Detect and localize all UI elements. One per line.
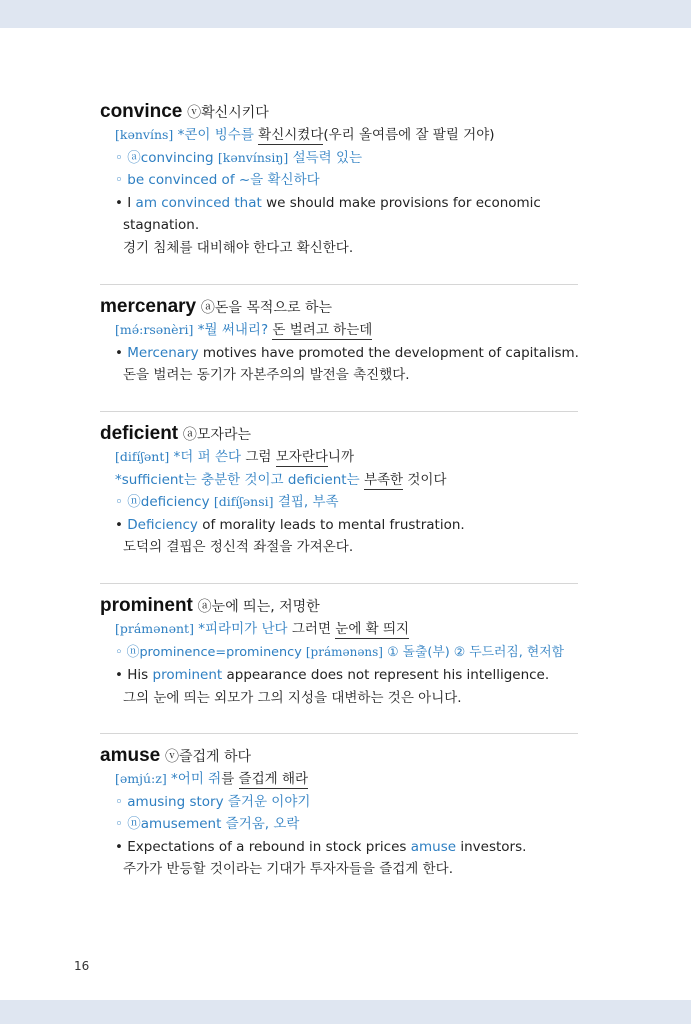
bullet-circle: ◦: [115, 793, 123, 810]
part-of-speech: ⓐ눈에 띄는, 저명한: [197, 599, 320, 615]
example-text: I: [127, 194, 132, 211]
headword-line: [100, 595, 578, 618]
mnemonic-star: *: [177, 127, 185, 143]
derivative-line: [100, 491, 578, 514]
example-highlight: Mercenary: [127, 344, 199, 361]
mnemonic-line: [100, 319, 578, 342]
entry-prominent: [100, 595, 578, 709]
note-line: [100, 469, 578, 492]
example-sentence: [100, 514, 578, 537]
derivative-pronunciation: [prámənəns]: [305, 644, 383, 659]
pronunciation: [əmjú:z]: [115, 771, 167, 786]
example-sentence: [100, 664, 578, 687]
mnemonic-text: (우리 올여름에 잘 팔릴 거야): [323, 127, 495, 143]
derivative-word: ⓝdeficiency: [127, 494, 210, 510]
headword: prominent: [100, 595, 193, 616]
mnemonic-star: *: [198, 621, 206, 637]
mnemonic-text: 더 퍼 쓴다: [180, 449, 242, 465]
mnemonic-underlined: 돈 벌려고 하는데: [272, 322, 373, 338]
mnemonic-underlined: 모자란다: [275, 449, 328, 465]
bullet-dot: •: [115, 194, 123, 211]
example-translation: 그의 눈에 띄는 외모가 그의 지성을 대변하는 것은 아니다.: [123, 689, 462, 706]
derivative-word: ⓐconvincing: [127, 149, 214, 166]
mnemonic-text: 피라미가 난다: [205, 621, 288, 637]
part-of-speech: ⓥ확신시키다: [187, 105, 269, 121]
note-text: 것이다: [407, 471, 447, 488]
bullet-circle: ◦: [115, 494, 123, 510]
example-text: investors.: [460, 838, 527, 855]
example-sentence: [100, 192, 563, 237]
bullet-circle: ◦: [115, 816, 123, 832]
example-translation: 경기 침체를 대비해야 한다고 확신한다.: [123, 239, 354, 256]
mnemonic-text: 뭘 써내리?: [204, 322, 269, 338]
headword: deficient: [100, 423, 179, 444]
part-of-speech: ⓐ돈을 목적으로 하는: [200, 300, 332, 316]
headword-line: [100, 296, 578, 319]
example-translation: 주가가 반등할 것이라는 기대가 투자자들을 즐겁게 한다.: [123, 861, 453, 877]
derivative-line: [100, 147, 578, 170]
headword: mercenary: [100, 296, 197, 317]
mnemonic-text: 를: [221, 771, 235, 787]
example-translation: 도덕의 결핍은 정신적 좌절을 가져온다.: [123, 539, 354, 555]
derivative-text: ⓝamusement 즐거움, 오락: [127, 816, 300, 832]
mnemonic-underlined: 확신시켰다: [258, 127, 324, 143]
mnemonic-text: 어미 쥐: [177, 771, 222, 787]
bullet-dot: •: [115, 667, 123, 683]
example-text: His: [127, 667, 149, 683]
page-number: 16: [74, 959, 90, 973]
mnemonic-line: [100, 124, 578, 147]
part-of-speech: ⓥ즐겁게 하다: [164, 749, 252, 765]
derivative-line: [100, 169, 578, 192]
example-highlight: prominent: [152, 667, 223, 683]
example-translation: 돈을 벌려는 동기가 자본주의의 발전을 촉진했다.: [123, 367, 410, 383]
pronunciation: [kənvíns]: [115, 127, 174, 142]
mnemonic-underlined: 즐겁게 해라: [238, 771, 309, 787]
derivative-pronunciation: [kənvínsiŋ]: [217, 149, 289, 165]
bottom-band: [0, 1000, 691, 1024]
mnemonic-star: *: [197, 322, 205, 338]
divider: [100, 411, 578, 412]
divider: [100, 583, 578, 584]
bullet-circle: ◦: [115, 644, 123, 660]
derivative-word: ⓝprominence=prominency: [126, 644, 302, 660]
top-band: [0, 0, 691, 28]
derivative-pronunciation: [difíʃənsi]: [213, 494, 274, 509]
derivative-line: [100, 641, 578, 665]
part-of-speech: ⓐ모자라는: [182, 427, 252, 443]
example-text: we should make provisions for economic stagnation.: [123, 194, 541, 233]
headword-line: [100, 423, 578, 446]
mnemonic-line: [100, 768, 578, 791]
headword-line: [100, 745, 578, 768]
headword-line: [100, 101, 578, 124]
entry-mercenary: [100, 296, 578, 387]
derivative-meaning: ① 돌출(부) ② 두드러짐, 현저함: [387, 644, 564, 660]
divider: [100, 733, 578, 734]
example-sentence: [100, 836, 578, 859]
mnemonic-line: [100, 618, 578, 641]
entry-deficient: [100, 423, 578, 559]
bullet-circle: ◦: [115, 172, 123, 188]
example-text: Expectations of a rebound in stock prices: [127, 838, 407, 855]
headword: amuse: [100, 745, 161, 766]
derivative-meaning: 설득력 있는: [292, 149, 363, 166]
example-text: of morality leads to mental frustration.: [202, 516, 465, 533]
example-text: motives have promoted the development of capitalism.: [202, 344, 579, 361]
bullet-dot: •: [115, 344, 123, 361]
pronunciation: [prámənənt]: [115, 621, 194, 636]
bullet-dot: •: [115, 838, 123, 855]
note-text: *sufficient는 충분한 것이고 deficient는: [115, 471, 360, 488]
mnemonic-text: 콘이 빙수를: [184, 127, 254, 143]
example-sentence: [100, 342, 578, 365]
bullet-dot: •: [115, 516, 123, 533]
example-highlight: amuse: [410, 838, 457, 855]
pronunciation: [difíʃənt]: [115, 449, 170, 464]
mnemonic-star: *: [171, 771, 178, 787]
entry-convince: [100, 101, 578, 259]
derivative-line: [100, 813, 578, 836]
headword: convince: [100, 101, 183, 122]
mnemonic-text: 니까: [327, 449, 354, 465]
bullet-circle: ◦: [115, 149, 123, 166]
mnemonic-star: *: [173, 449, 181, 465]
derivative-line: [100, 791, 578, 814]
example-highlight: am convinced that: [135, 194, 262, 211]
divider: [100, 284, 578, 285]
derivative-text: amusing story 즐거운 이야기: [127, 793, 311, 810]
mnemonic-text: 그러면: [291, 621, 331, 637]
mnemonic-underlined: 눈에 확 띄지: [335, 621, 410, 637]
pronunciation: [mə́:rsənèri]: [115, 322, 194, 337]
derivative-text: be convinced of ~을 확신하다: [127, 172, 320, 188]
example-highlight: Deficiency: [127, 516, 198, 533]
entry-amuse: [100, 745, 578, 881]
example-text: appearance does not represent his intelligence.: [226, 667, 550, 683]
mnemonic-line: [100, 446, 578, 469]
mnemonic-text: 그럼: [245, 449, 272, 465]
derivative-meaning: 결핍, 부족: [277, 494, 339, 510]
note-underlined: 부족한: [363, 471, 404, 488]
